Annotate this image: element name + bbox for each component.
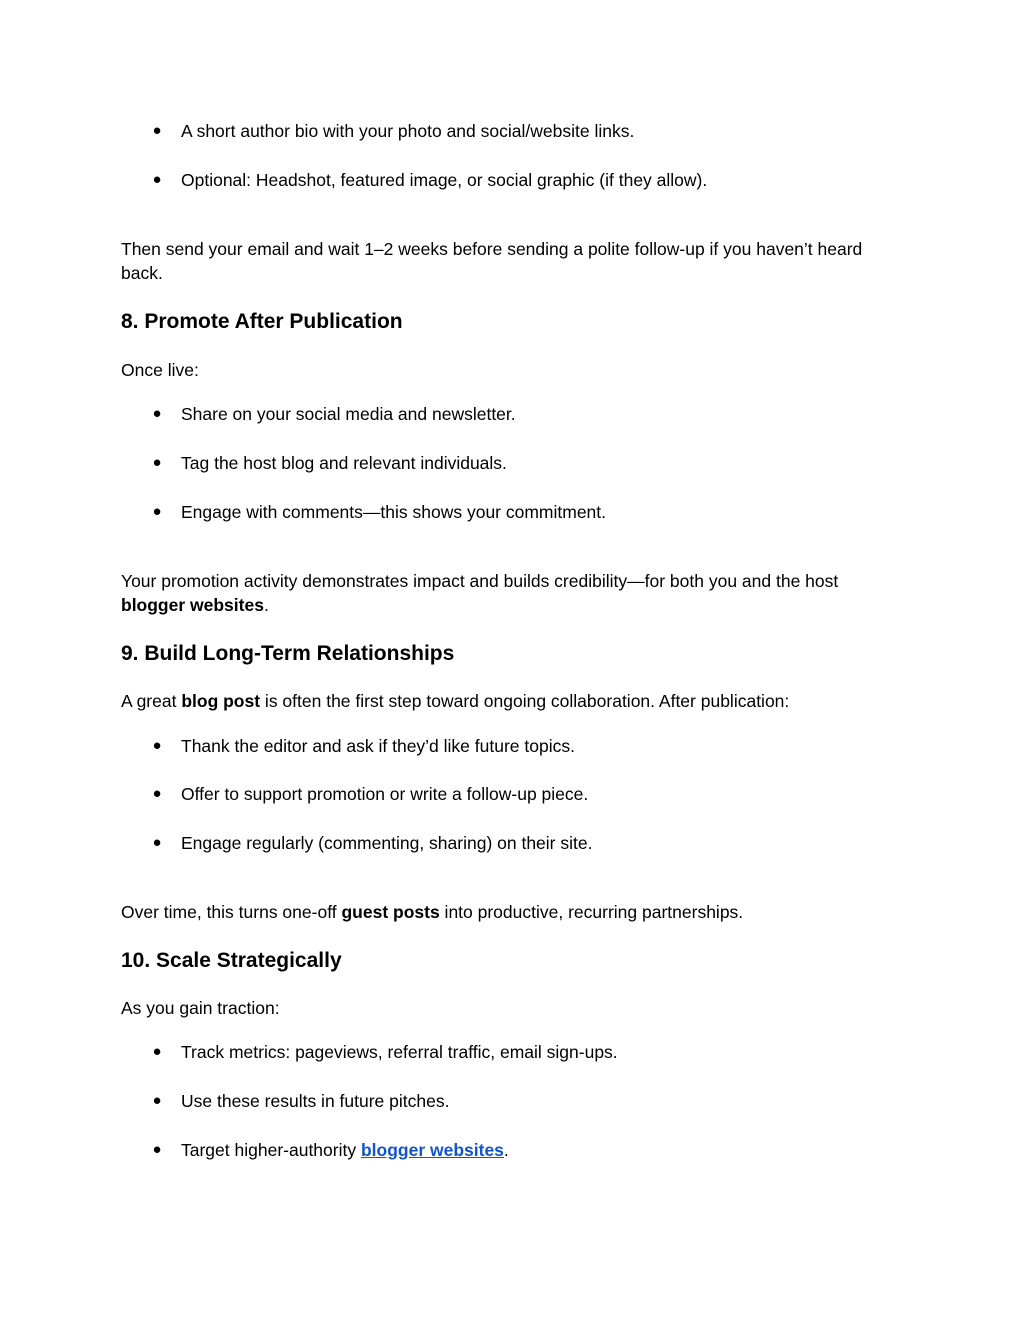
section-10-heading: 10. Scale Strategically xyxy=(121,949,342,972)
keyword-bold: blog post xyxy=(181,691,261,711)
bullet-icon: ● xyxy=(152,785,162,802)
list-item-text: Use these results in future pitches. xyxy=(181,1091,450,1111)
section-9-intro xyxy=(121,689,789,713)
list-item-text: Engage regularly (commenting, sharing) on their site. xyxy=(181,833,593,853)
bullet-icon: ● xyxy=(152,1092,162,1109)
keyword-bold: guest posts xyxy=(341,902,440,922)
outro-text-end: into productive, recurring partnerships. xyxy=(439,902,744,922)
bullet-icon: ● xyxy=(152,834,162,851)
section-8-heading: 8. Promote After Publication xyxy=(121,310,403,333)
section-10-intro: As you gain traction: xyxy=(121,998,280,1018)
bullet-icon: ● xyxy=(152,1141,162,1158)
section-9-outro xyxy=(121,900,743,924)
punctuation: . xyxy=(503,1140,509,1160)
bullet-icon: ● xyxy=(152,503,162,520)
blogger-websites-link[interactable]: blogger websites xyxy=(360,1140,504,1160)
bullet-icon: ● xyxy=(152,122,162,139)
punctuation: . xyxy=(263,595,269,615)
list-item-text: Optional: Headshot, featured image, or social graphic (if they allow). xyxy=(181,170,708,190)
intro-text-start: A great xyxy=(121,691,182,711)
bullet-icon: ● xyxy=(152,1043,162,1060)
section-8-intro: Once live: xyxy=(121,360,199,380)
list-item-text: Engage with comments—this shows your commitment. xyxy=(181,502,607,522)
list-item-text: Offer to support promotion or write a follow-up piece. xyxy=(181,784,589,804)
list-item-text: Share on your social media and newsletter. xyxy=(181,404,516,424)
outro-text-start: Over time, this turns one-off xyxy=(121,902,342,922)
list-item-text: Tag the host blog and relevant individuals. xyxy=(181,453,507,473)
bullet-icon: ● xyxy=(152,405,162,422)
intro-text-end: is often the first step toward ongoing collaboration. After publication: xyxy=(260,691,790,711)
bullet-icon: ● xyxy=(152,737,162,754)
list-item-text-start: Target higher-authority xyxy=(181,1140,361,1160)
list-item-text: Track metrics: pageviews, referral traffic, email sign-ups. xyxy=(181,1042,618,1062)
section-9-heading: 9. Build Long‑Term Relationships xyxy=(121,642,455,665)
list-item-text xyxy=(181,1138,509,1162)
followup-paragraph-line1: Then send your email and wait 1–2 weeks before sending a polite follow-up if you haven’t heard xyxy=(121,239,863,259)
list-item-text: Thank the editor and ask if they’d like future topics. xyxy=(181,736,575,756)
bullet-icon: ● xyxy=(152,171,162,188)
section-8-outro-line1: Your promotion activity demonstrates impact and builds credibility—for both you and the host xyxy=(121,571,839,591)
bullet-icon: ● xyxy=(152,454,162,471)
keyword-bold: blogger websites xyxy=(121,595,264,615)
section-8-outro-line2 xyxy=(121,593,269,617)
followup-paragraph-line2: back. xyxy=(121,263,163,283)
list-item-text: A short author bio with your photo and social/website links. xyxy=(181,121,635,141)
